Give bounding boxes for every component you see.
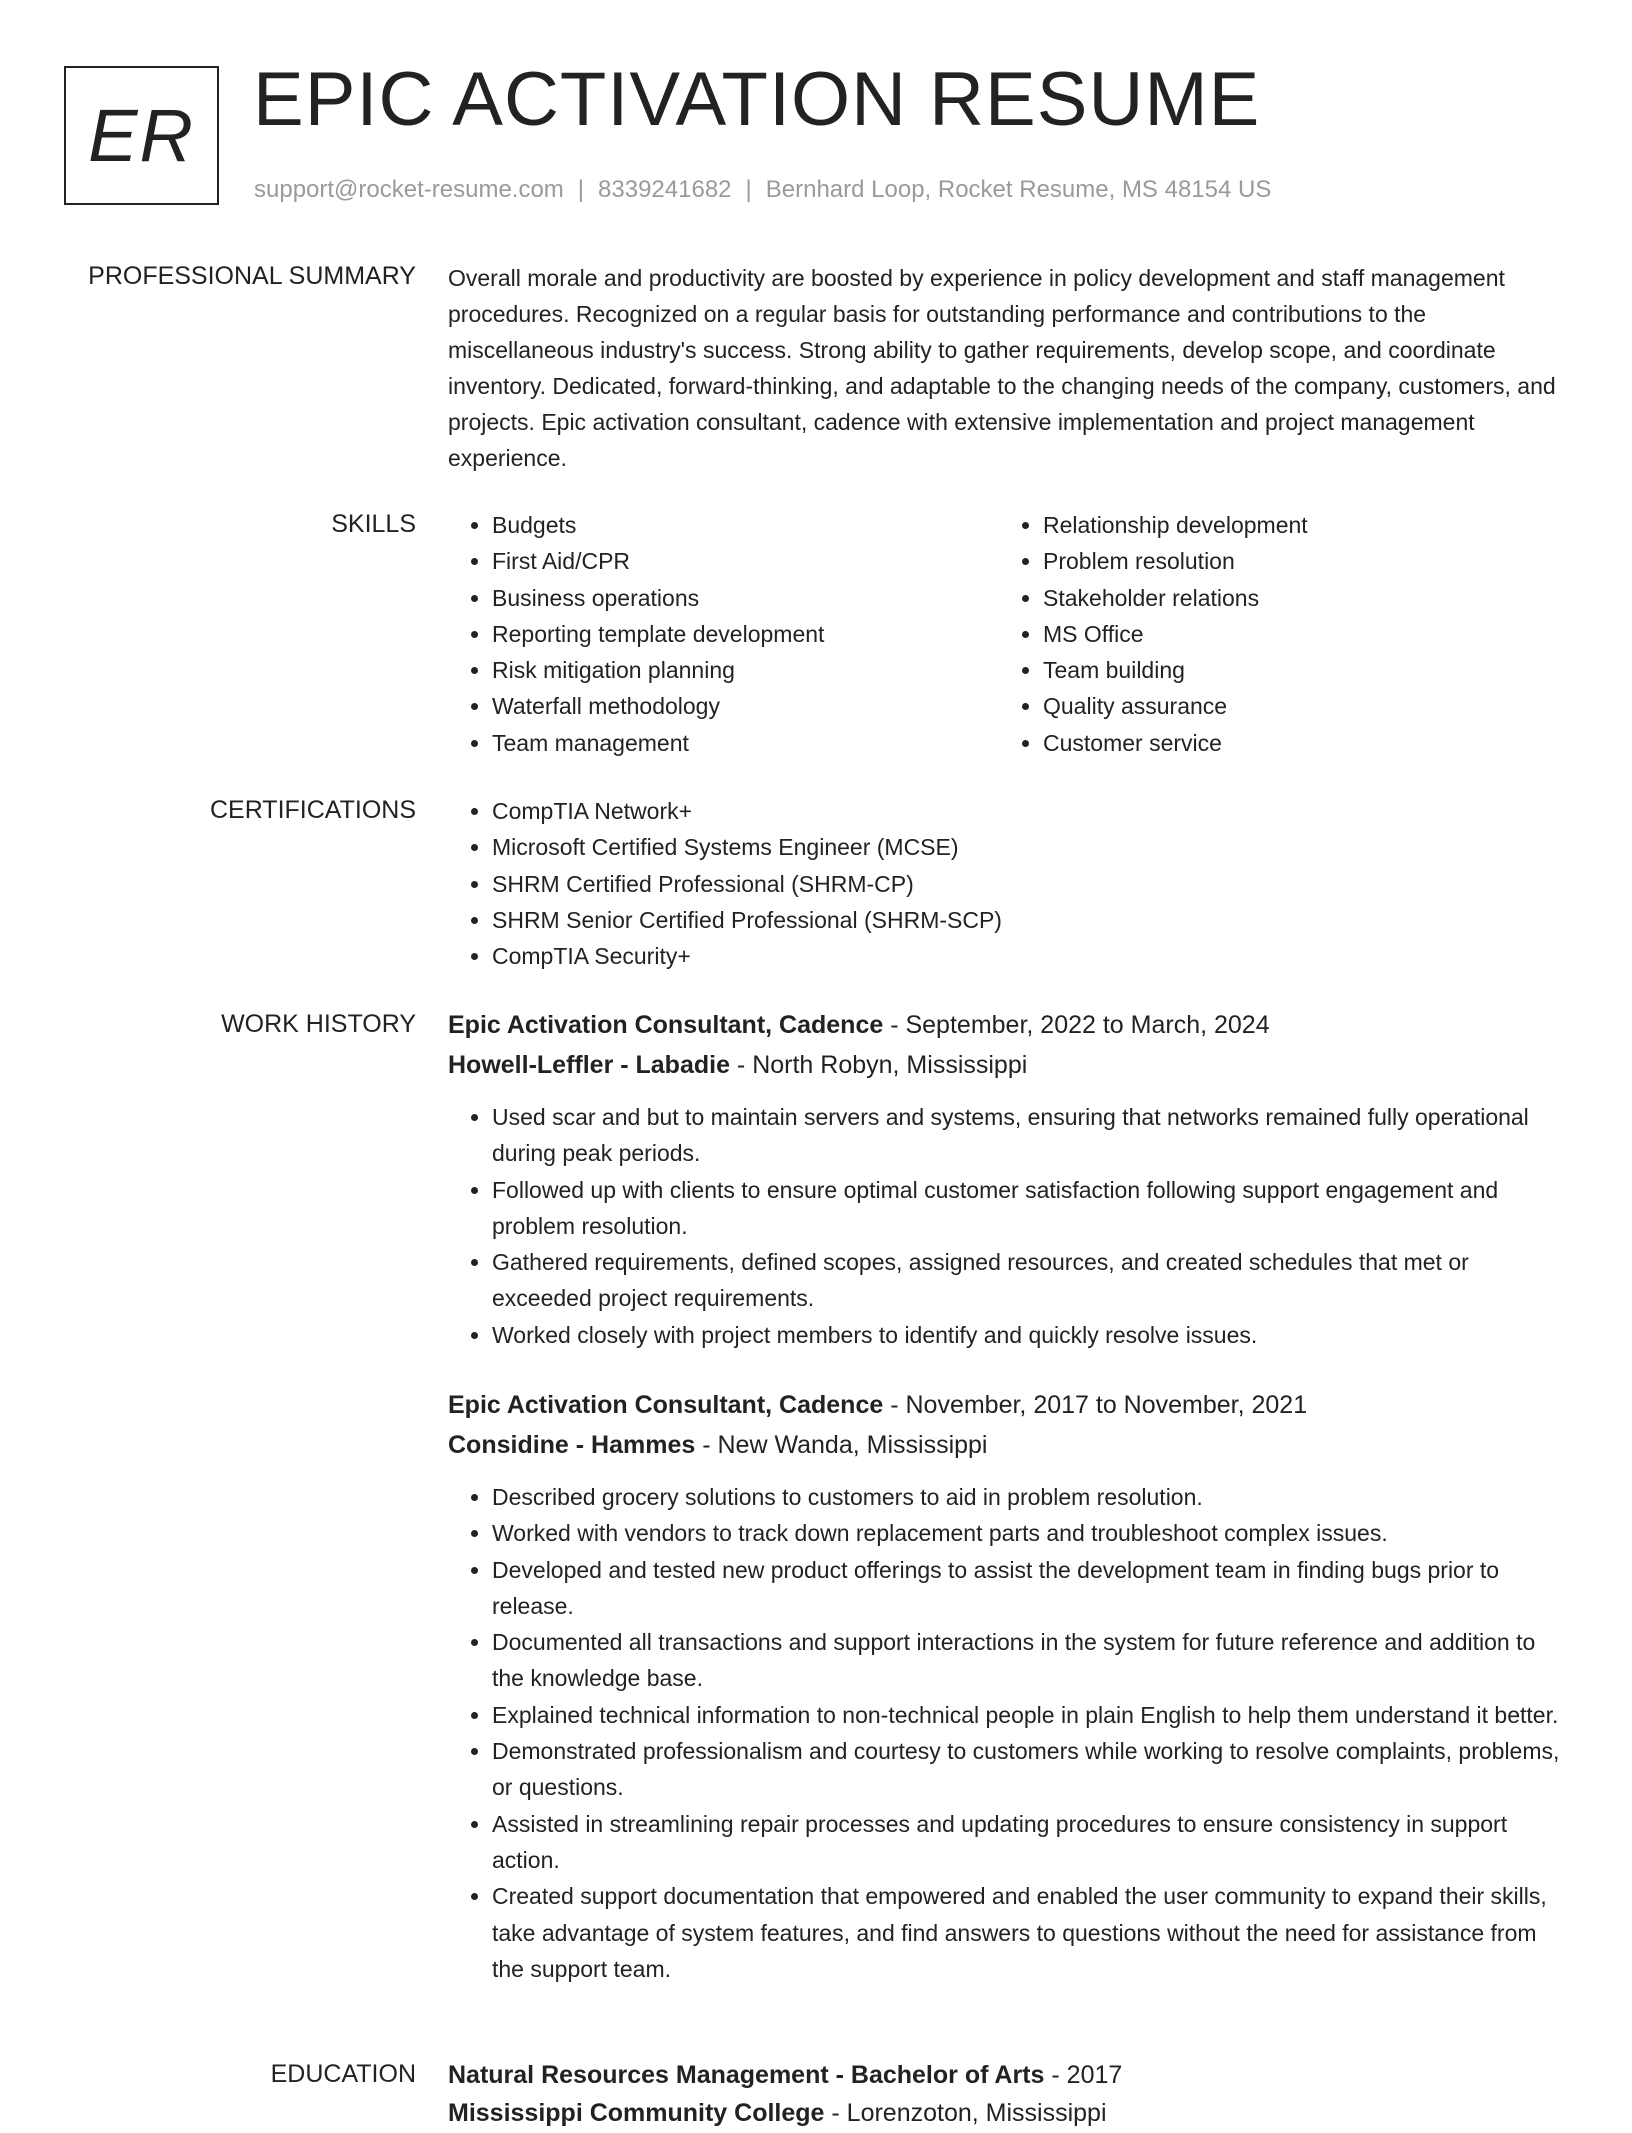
- job-2-bullets: [448, 1479, 1568, 1987]
- education-degree-line: [448, 2055, 1568, 2095]
- education-degree: Natural Resources Management - Bachelor of Arts: [448, 2061, 1045, 2089]
- monogram-box: [64, 66, 219, 205]
- job-1-location: - North Robyn, Mississippi: [729, 1051, 1028, 1079]
- skills-list-left: [448, 507, 992, 761]
- list-item: • Developed and tested new product offerings to assist the development team in finding bugs prior to release.: [492, 1552, 1568, 1625]
- section-title-education: EDUCATION: [270, 2060, 416, 2088]
- contact-line: [254, 176, 1271, 204]
- list-item: • Demonstrated professionalism and courtesy to customers while working to resolve complaints, problems, or questions.: [492, 1733, 1568, 1806]
- list-item: • Followed up with clients to ensure optimal customer satisfaction following support engagement and problem resolution.: [492, 1172, 1568, 1245]
- list-item: • Business operations: [492, 580, 992, 616]
- job-2-title-line: [448, 1385, 1568, 1425]
- section-title-work: WORK HISTORY: [221, 1010, 416, 1038]
- job-1-dates: - September, 2022 to March, 2024: [883, 1011, 1270, 1039]
- list-item: • Worked with vendors to track down replacement parts and troubleshoot complex issues.: [492, 1515, 1568, 1551]
- list-item: • Documented all transactions and support interactions in the system for future reference and addition to the knowledge base.: [492, 1624, 1568, 1697]
- list-item: • Microsoft Certified Systems Engineer (MCSE): [492, 829, 1568, 865]
- contact-separator: |: [745, 176, 752, 203]
- list-item: • First Aid/CPR: [492, 543, 992, 579]
- section-title-skills: SKILLS: [331, 510, 416, 538]
- list-item: • Reporting template development: [492, 616, 992, 652]
- list-item: • Created support documentation that empowered and enabled the user community to expand their skills, take advantage of system features, and find answers to questions without the need for assistance from the support team.: [492, 1878, 1568, 1987]
- certifications-list: [448, 793, 1568, 974]
- list-item: • Team building: [1043, 652, 1543, 688]
- list-item: • Stakeholder relations: [1043, 580, 1543, 616]
- education-location: - Lorenzoton, Mississippi: [824, 2099, 1107, 2127]
- list-item: • Customer service: [1043, 725, 1543, 761]
- job-2-location: - New Wanda, Mississippi: [695, 1431, 988, 1459]
- list-item: • Risk mitigation planning: [492, 652, 992, 688]
- contact-email: support@rocket-resume.com: [254, 176, 564, 203]
- list-item: • Quality assurance: [1043, 688, 1543, 724]
- list-item: • Worked closely with project members to identify and quickly resolve issues.: [492, 1317, 1568, 1353]
- resume-title: EPIC ACTIVATION RESUME: [253, 57, 1261, 142]
- list-item: • Described grocery solutions to customers to aid in problem resolution.: [492, 1479, 1568, 1515]
- contact-address: Bernhard Loop, Rocket Resume, MS 48154 US: [765, 176, 1272, 203]
- list-item: • CompTIA Security+: [492, 938, 1568, 974]
- list-item: • CompTIA Network+: [492, 793, 1568, 829]
- list-item: • Explained technical information to non-technical people in plain English to help them understand it better.: [492, 1697, 1568, 1733]
- list-item: • Budgets: [492, 507, 992, 543]
- list-item: • Waterfall methodology: [492, 688, 992, 724]
- list-item: • Gathered requirements, defined scopes, assigned resources, and created schedules that met or exceeded project requirements.: [492, 1244, 1568, 1317]
- education-school: Mississippi Community College: [448, 2099, 825, 2127]
- job-1-role: Epic Activation Consultant, Cadence: [448, 1011, 884, 1039]
- monogram-initials: ER: [88, 94, 195, 177]
- job-1-bullets: [448, 1099, 1568, 1353]
- section-title-summary: PROFESSIONAL SUMMARY: [88, 262, 416, 290]
- list-item: • Relationship development: [1043, 507, 1543, 543]
- skills-list-right: [999, 507, 1543, 761]
- list-item: • SHRM Senior Certified Professional (SHRM-SCP): [492, 902, 1568, 938]
- job-1-company-line: [448, 1045, 1568, 1085]
- job-1-company: Howell-Leffler - Labadie: [448, 1051, 730, 1079]
- list-item: • SHRM Certified Professional (SHRM-CP): [492, 866, 1568, 902]
- education-school-line: [448, 2093, 1568, 2133]
- list-item: • Assisted in streamlining repair processes and updating procedures to ensure consistency in support action.: [492, 1806, 1568, 1879]
- job-1-title-line: [448, 1005, 1568, 1045]
- list-item: • Used scar and but to maintain servers and systems, ensuring that networks remained fully operational during peak periods.: [492, 1099, 1568, 1172]
- list-item: • MS Office: [1043, 616, 1543, 652]
- list-item: • Team management: [492, 725, 992, 761]
- education-year: - 2017: [1044, 2061, 1123, 2089]
- summary-text: Overall morale and productivity are boosted by experience in policy development and staff management procedures. Recognized on a regular basis for outstanding performance and contributions to the miscellaneous industry's success. Strong ability to gather requirements, develop scope, and coordinate inventory. Dedicated, forward-thinking, and adaptable to the changing needs of the company, customers, and projects. Epic activation consultant, cadence with extensive implementation and project management experience.: [448, 265, 1556, 471]
- job-2-company-line: [448, 1425, 1568, 1465]
- contact-separator: |: [577, 176, 585, 203]
- list-item: • Problem resolution: [1043, 543, 1543, 579]
- job-2-company: Considine - Hammes: [448, 1431, 696, 1459]
- contact-phone: 8339241682: [598, 176, 732, 203]
- job-2-role: Epic Activation Consultant, Cadence: [448, 1391, 884, 1419]
- job-2-dates: - November, 2017 to November, 2021: [883, 1391, 1308, 1419]
- section-title-certifications: CERTIFICATIONS: [209, 796, 416, 824]
